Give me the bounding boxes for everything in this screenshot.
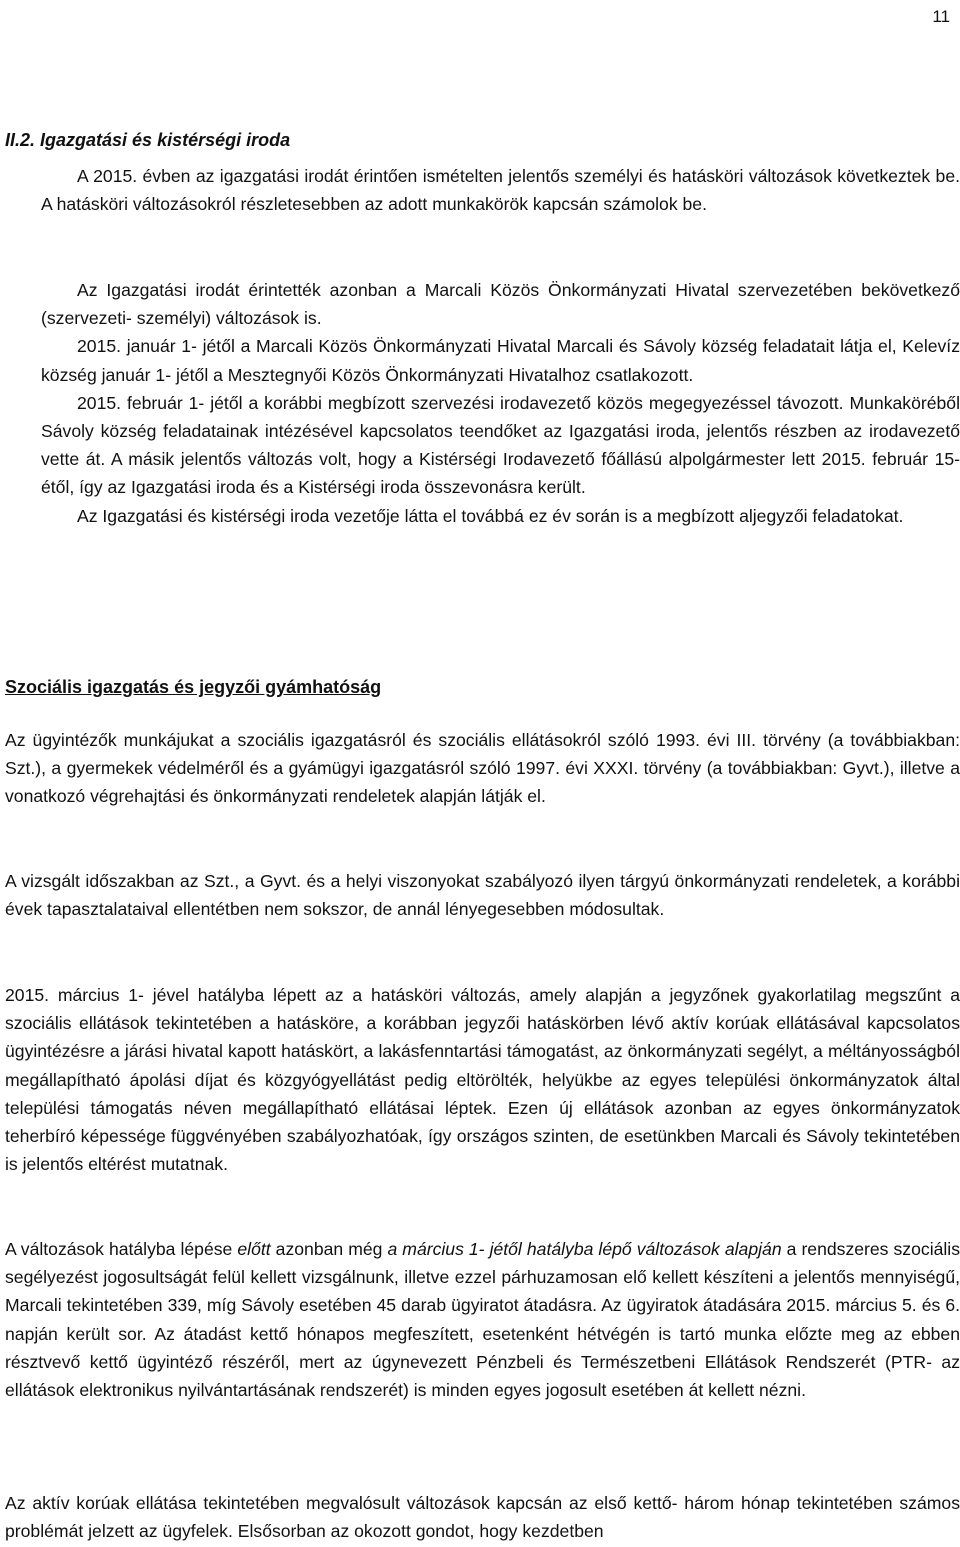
handover-text-3: a rendszeres szociális segélyezést jogosultságát felül kellett vizsgálnunk, illetve ezzel párhuzamosan elő kellett készíteni a jelentős mennyiségű, Marcali tekintetében 339, míg Sávoly esetében 45 darab ügyiratot átadásra. Az ügyiratok átadására 2015. március 5. és 6. napján került sor. Az átadást kettő hónapos megfeszített, esetenként hétvégén is tartó munka előzte meg az ebben résztvevő kettő ügyintéző részéről, mert az úgynevezett Pénzbeli és Természetbeni Ellátások Rendszerét (PTR- az ellátások elektronikus nyilvántartásának rendszerét) is minden egyes jogosult esetében át kellett nézni. [5, 1239, 960, 1401]
handover-emphasis-march: a március 1- jétől hatályba lépő változások alapján [387, 1239, 782, 1259]
subsection-heading: Szociális igazgatás és jegyzői gyámhatóság [5, 677, 382, 697]
subsection-paragraph-problems [5, 1489, 960, 1545]
section-intro-paragraph [41, 162, 960, 218]
subsection-paragraph-handover [5, 1235, 960, 1404]
paragraph-problems: Az aktív korúak ellátása tekintetében megvalósult változások kapcsán az első kettő- három hónap tekintetében számos problémát jelzett az ügyfelek. Elsősorban az okozott gondot, hogy kezdetben [5, 1493, 960, 1542]
paragraph-february-changes: 2015. február 1- jétől a korábbi megbízott szervezési irodavezető közös megegyezéssel távozott. Munkaköréből Sávoly község feladatainak intézésével kapcsolatos teendőket az Igazgatási iroda, jelentős részben az irodavezető vette át. A másik jelentős változás volt, hogy a Kistérségi Irodavezető főállású alpolgármester lett 2015. február 15- étől, így az Igazgatási iroda és a Kistérségi iroda összevonásra került. [41, 392, 960, 498]
paragraph-office-changes: Az Igazgatási irodát érintették azonban a Marcali Közös Önkormányzati Hivatal szervezetében bekövetkező (szervezeti- személyi) változások is. [41, 280, 960, 329]
section-heading: II.2. Igazgatási és kistérségi iroda [5, 130, 291, 150]
paragraph-laws: Az ügyintézők munkájukat a szociális igazgatásról és szociális ellátásokról szóló 1993. évi III. törvény (a továbbiakban: Szt.), a gyermekek védelméről és a gyámügyi igazgatásról szóló 1997. évi XXXI. törvény (a továbbiakban: Gyvt.), illetve a vonatkozó végrehajtási és önkormányzati rendeletek alapján látják el. [5, 730, 960, 807]
paragraph-amendments: A vizsgált időszakban az Szt., a Gyvt. és a helyi viszonyokat szabályozó ilyen tárgyú önkormányzati rendeletek, a korábbi évek tapasztalataival ellentétben nem sokszor, de annál lényegesebben módosultak. [5, 871, 960, 920]
section-body-block [41, 276, 960, 530]
paragraph-handover [5, 1235, 960, 1404]
paragraph-march-changes: 2015. március 1- jével hatályba lépett az a hatásköri változás, amely alapján a jegyzőnek gyakorlatilag megszűnt a szociális ellátások tekintetében a hatásköre, a korábban jegyzői hatáskörben lévő aktív korúak ellátásával kapcsolatos ügyintézésre a járási hivatal kapott hatáskört, a lakásfenntartási támogatást, az önkormányzati segélyt, a méltányosságból megállapítható ápolási díjat és közgyógyellátást pedig eltörölték, helyükbe az egyes települési önkormányzatok által települési támogatás néven megállapítható ellátásai léptek. Ezen új ellátások azonban az egyes önkormányzatok teherbíró képessége függvényében szabályozhatóak, így országos szinten, de esetünkben Marcali és Sávoly tekintetében is jelentős eltérést mutatnak. [5, 985, 960, 1175]
subsection-paragraph-march-changes [5, 981, 960, 1178]
handover-text-2: azonban még [270, 1239, 388, 1259]
subsection-paragraph-amendments [5, 867, 960, 923]
paragraph-january-changes: 2015. január 1- jétől a Marcali Közös Önkormányzati Hivatal Marcali és Sávoly község feladatait látja el, Kelevíz község január 1- jétől a Mesztegnyői Közös Önkormányzati Hivatalhoz csatlakozott. [41, 336, 960, 385]
subsection-paragraph-laws [5, 726, 960, 811]
handover-emphasis-before: előtt [237, 1239, 271, 1259]
page-number: 11 [932, 7, 950, 26]
handover-text-1: A változások hatályba lépése [5, 1239, 238, 1259]
paragraph-staff-changes: A 2015. évben az igazgatási irodát érintően ismételten jelentős személyi és hatásköri változások következtek be. A hatásköri változásokról részletesebben az adott munkakörök kapcsán számolok be. [41, 166, 960, 215]
paragraph-deputy-notary: Az Igazgatási és kistérségi iroda vezetője látta el továbbá ez év során is a megbízott aljegyzői feladatokat. [77, 505, 904, 526]
